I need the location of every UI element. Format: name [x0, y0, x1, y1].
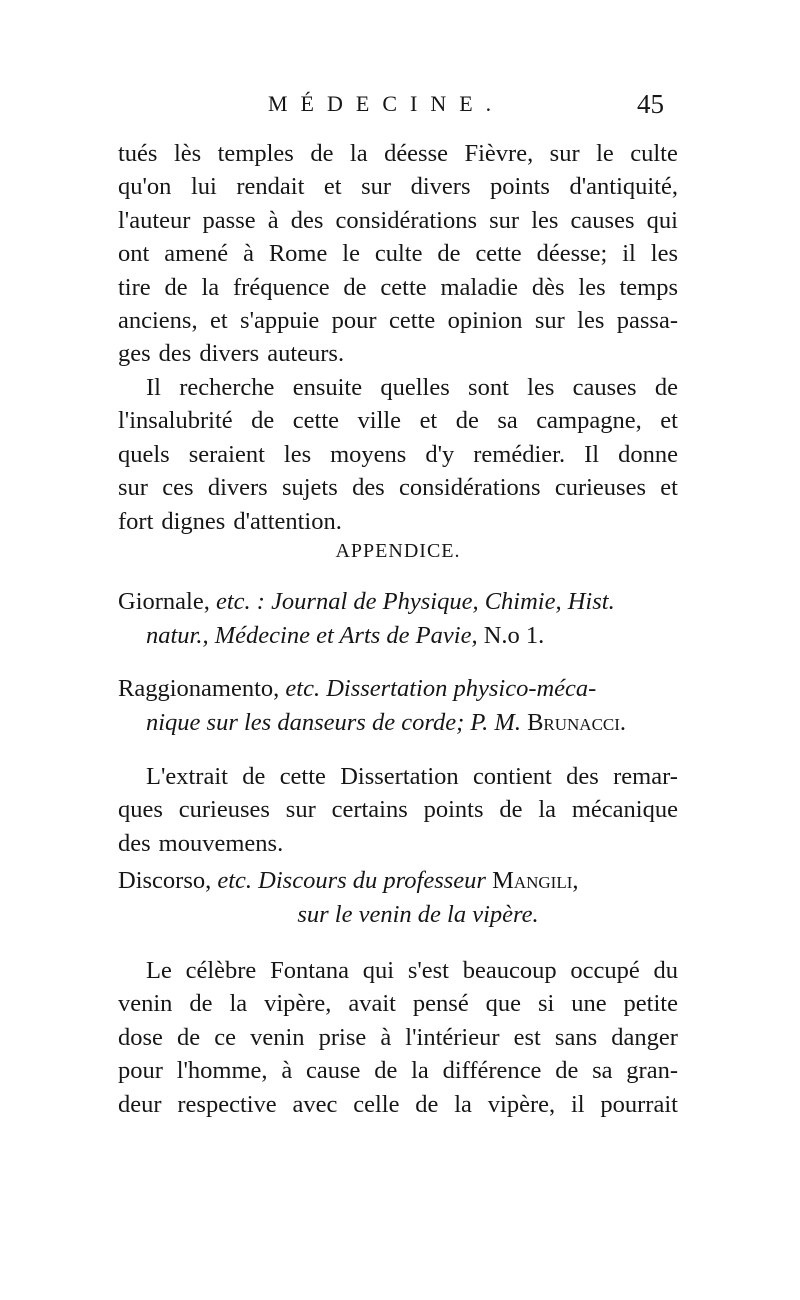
word: d'attention. [233, 507, 342, 535]
word: est [513, 1023, 541, 1051]
word: venin [118, 990, 173, 1018]
word: d'y [425, 440, 455, 468]
word: l'auteur [118, 206, 191, 234]
entry-title: Giornale, [118, 588, 210, 615]
word: ges [118, 340, 151, 368]
text-line [118, 438, 678, 471]
word: lès [173, 140, 202, 167]
text-line [118, 1088, 678, 1121]
word: s'appuie [240, 306, 320, 334]
word: opinion [447, 306, 523, 334]
word: de [555, 1057, 579, 1085]
entry-line-2: natur., Médecine et Arts de Pavie, [146, 622, 478, 649]
word: à [267, 206, 279, 234]
running-head [118, 84, 678, 124]
word: de [343, 273, 367, 301]
word: et [209, 306, 228, 334]
word: gran- [626, 1057, 678, 1085]
word: de [499, 796, 523, 824]
word: ville [357, 407, 402, 435]
word: à [380, 1023, 392, 1051]
entry-line-1: Dissertation physico-méca- [326, 675, 597, 702]
text-line [118, 404, 678, 437]
word: de [654, 374, 678, 401]
entry-title: Discorso, [118, 867, 212, 894]
word: passa- [616, 306, 678, 334]
word: la [349, 140, 368, 167]
word: ces [162, 474, 194, 502]
text-line [118, 137, 678, 170]
word: Dissertation [340, 763, 459, 790]
word: d'antiquité, [569, 173, 678, 201]
word: différence [442, 1057, 542, 1085]
paragraph-2 [118, 371, 678, 538]
word: de [164, 273, 188, 301]
word: petite [623, 990, 678, 1018]
word: de [455, 407, 479, 435]
word: curieuses [554, 474, 646, 502]
word: des [566, 763, 599, 790]
word: contient [472, 763, 552, 790]
word: L'extrait [146, 763, 228, 790]
word: curieuses [178, 796, 270, 824]
word: Fièvre, [464, 140, 534, 167]
word: tire [118, 273, 151, 301]
word: si [537, 990, 555, 1018]
word: remédier. [473, 440, 566, 468]
word: Fontana [270, 957, 349, 984]
word: de [251, 407, 275, 435]
word: cette [388, 306, 436, 334]
entry-author: Mangili, [492, 867, 579, 894]
word: et [419, 407, 438, 435]
word: qui [362, 957, 395, 984]
word: avec [292, 1090, 338, 1118]
word: l'homme, [176, 1057, 268, 1085]
word: déesse [384, 140, 449, 167]
word: que [485, 990, 522, 1018]
word: Le [146, 957, 172, 984]
word: des [158, 340, 192, 368]
word: de [415, 1090, 439, 1118]
word: sujets [281, 474, 338, 502]
entry-number: N.o 1. [483, 622, 545, 649]
word: quels [118, 440, 170, 468]
word: le [596, 140, 614, 167]
word: sur [534, 306, 565, 334]
word: deur [118, 1090, 162, 1118]
running-title: MÉDECINE. [268, 91, 505, 116]
word: occupé [570, 957, 640, 984]
word: à [281, 1057, 293, 1085]
word: lui [190, 173, 217, 201]
word: points [490, 173, 550, 201]
word: sur [285, 796, 316, 824]
word: des [352, 474, 385, 502]
paragraph-3 [118, 760, 678, 860]
word: la [538, 796, 557, 824]
word: cette [279, 763, 326, 790]
word: donne [618, 440, 678, 468]
paragraph-1 [118, 137, 678, 371]
text-line [118, 304, 678, 337]
word: les [650, 240, 678, 268]
word: quelles [380, 374, 450, 401]
word: seraient [188, 440, 265, 468]
entry-title: Raggionamento, [118, 675, 280, 702]
word: certains [331, 796, 408, 824]
entry-etc: etc. [285, 675, 321, 702]
word: respective [177, 1090, 277, 1118]
word: pourrait [600, 1090, 678, 1118]
word: l'insalubrité [118, 407, 233, 435]
word: ensuite [292, 374, 363, 401]
entry-line-1: Discours du professeur [258, 867, 486, 894]
word: passe [202, 206, 256, 234]
word: divers [410, 173, 471, 201]
word: de [374, 1057, 398, 1085]
word: pour [331, 306, 377, 334]
word: de [242, 763, 266, 790]
page-number: 45 [637, 89, 664, 119]
word: considérations [335, 206, 478, 234]
word: la [454, 1090, 472, 1118]
word: qu'on [118, 173, 172, 201]
text-line [118, 760, 678, 793]
word: beaucoup [462, 957, 557, 984]
word: avait [348, 990, 396, 1018]
word: culte [374, 240, 423, 268]
text-line [118, 793, 678, 826]
word: causes [572, 374, 637, 401]
word: ce [214, 1023, 236, 1051]
word: le [342, 240, 360, 268]
entry-etc: etc. [217, 867, 253, 894]
word: rendait [236, 173, 305, 201]
word: auteurs. [267, 340, 345, 368]
bibliography-entry-1 [118, 585, 678, 653]
text-line [118, 170, 678, 203]
entry-line-2: sur le venin de la vipère. [297, 901, 539, 928]
text-line [118, 1054, 678, 1087]
word: et [660, 407, 678, 435]
word: s'est [407, 957, 449, 984]
word: sur [118, 474, 148, 502]
text-line [118, 271, 678, 304]
word: tués [118, 140, 158, 167]
word: cette [475, 240, 522, 268]
word: recherche [179, 374, 275, 401]
word: les [531, 206, 559, 234]
text-line [118, 371, 678, 404]
word: vipère, [487, 1090, 556, 1118]
word: du [653, 957, 678, 984]
word: de [189, 990, 213, 1018]
word: Il [584, 440, 600, 468]
word: cause [305, 1057, 361, 1085]
text-line [118, 827, 678, 860]
word: Rome [268, 240, 328, 268]
word: et [323, 173, 342, 201]
word: dose [118, 1023, 163, 1051]
word: maladie [440, 273, 519, 301]
word: la [229, 990, 248, 1018]
word: dignes [161, 507, 226, 535]
word: les [283, 440, 312, 468]
word: cette [380, 273, 427, 301]
word: temps [619, 273, 678, 301]
word: l'intérieur [405, 1023, 500, 1051]
text-line [118, 954, 678, 987]
word: pour [118, 1057, 163, 1085]
word: les [578, 273, 606, 301]
word: déesse; [536, 240, 608, 268]
word: campagne, [536, 407, 642, 435]
word: la [411, 1057, 429, 1085]
entry-line-2: nique sur les danseurs de corde; [146, 709, 465, 736]
word: à [243, 240, 254, 268]
word: venin [250, 1023, 305, 1051]
word: mécanique [571, 796, 678, 824]
word: cette [292, 407, 340, 435]
word: culte [630, 140, 678, 167]
word: sur [549, 140, 580, 167]
word: pensé [412, 990, 469, 1018]
entry-etc: etc. : [215, 588, 265, 615]
word: vipère, [264, 990, 332, 1018]
word: les [577, 306, 605, 334]
text-line [118, 505, 678, 538]
word: les [527, 374, 555, 401]
word: et [660, 474, 678, 502]
word: ont [118, 240, 150, 268]
entry-line-1: Journal de Physique, Chimie, Hist. [271, 588, 615, 615]
word: considérations [399, 474, 541, 502]
word: sur [489, 206, 520, 234]
word: remar- [613, 763, 678, 790]
word: moyens [330, 440, 407, 468]
word: une [571, 990, 607, 1018]
word: des [290, 206, 324, 234]
appendix-heading: APPENDICE. [335, 540, 461, 562]
word: causes [570, 206, 635, 234]
word: Il [146, 374, 161, 401]
word: divers [207, 474, 268, 502]
word: il [622, 240, 636, 268]
word: ques [118, 796, 163, 824]
word: mouvemens. [158, 829, 284, 857]
entry-author-initials: P. M. [470, 709, 521, 736]
word: de [310, 140, 334, 167]
word: danger [611, 1023, 678, 1051]
entry-author: Brunacci. [527, 709, 627, 736]
word: sur [361, 173, 392, 201]
word: fort [118, 507, 154, 535]
word: des [118, 829, 151, 857]
word: la [201, 273, 220, 301]
word: célèbre [185, 957, 257, 984]
text-line [118, 1021, 678, 1054]
bibliography-entry-3 [118, 864, 678, 932]
text-line [118, 237, 678, 270]
paragraph-4 [118, 954, 678, 1121]
text-line [118, 471, 678, 504]
word: il [570, 1090, 585, 1118]
word: de [177, 1023, 201, 1051]
word: celle [353, 1090, 400, 1118]
word: sont [468, 374, 509, 401]
text-line [118, 987, 678, 1020]
word: de [437, 240, 461, 268]
word: temples [217, 140, 294, 167]
text-line [118, 337, 678, 370]
text-line [118, 204, 678, 237]
word: sa [497, 407, 518, 435]
word: points [423, 796, 484, 824]
word: dès [531, 273, 565, 301]
word: sa [592, 1057, 613, 1085]
word: fréquence [233, 273, 330, 301]
word: anciens, [118, 306, 198, 334]
word: amené [164, 240, 229, 268]
word: prise [318, 1023, 367, 1051]
bibliography-entry-2 [118, 672, 678, 740]
word: sans [554, 1023, 598, 1051]
word: divers [199, 340, 260, 368]
word: qui [646, 206, 678, 234]
